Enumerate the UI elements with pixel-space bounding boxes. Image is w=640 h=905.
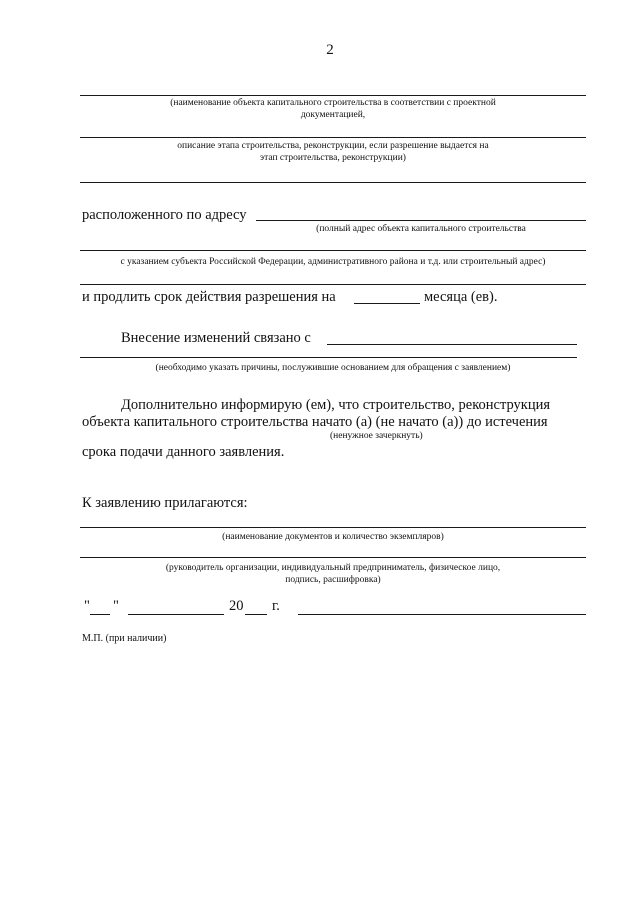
- year-prefix: 20: [229, 598, 244, 614]
- address-label: расположенного по адресу: [82, 207, 247, 223]
- address-line: [256, 220, 586, 221]
- stage-line: [80, 137, 586, 138]
- object-name-caption: [80, 97, 586, 121]
- changes-line: [327, 344, 577, 345]
- info-note: (ненужное зачеркнуть): [330, 431, 423, 441]
- extend-suffix: месяца (ев).: [424, 289, 498, 305]
- info-line-2: объекта капитального строительства начато (а) (не начато (а)) до истечения: [82, 414, 548, 430]
- object-name-line: [80, 95, 586, 96]
- stamp-note: М.П. (при наличии): [82, 633, 167, 644]
- signer-caption-line-2: подпись, расшифровка): [285, 575, 381, 585]
- date-quote-open: ": [84, 598, 90, 614]
- stage-caption: [80, 140, 586, 164]
- stage-caption-line-2: этап строительства, реконструкции): [260, 153, 406, 163]
- object-name-caption-line-2: документацией,: [300, 110, 366, 120]
- signer-line: [80, 557, 586, 558]
- reasons-line: [80, 357, 577, 358]
- year-suffix: г.: [272, 598, 280, 614]
- reasons-caption: (необходимо указать причины, послужившие основанием для обращения с заявлением): [155, 363, 511, 373]
- month-blank: [128, 614, 224, 615]
- subject-caption: с указанием субъекта Российской Федерации, административного района и т.д. или строительный адрес): [120, 257, 546, 267]
- year-blank: [245, 614, 267, 615]
- subject-line: [80, 250, 586, 251]
- info-line-1: Дополнительно информирую (ем), что строительство, реконструкция: [121, 397, 551, 413]
- signer-caption-line-1: (руководитель организации, индивидуальный предприниматель, физическое лицо,: [165, 563, 501, 573]
- page-number: 2: [326, 42, 334, 58]
- object-name-caption-line-1: (наименование объекта капитального строительства в соответствии с проектной: [170, 98, 496, 108]
- documents-line: [80, 527, 586, 528]
- extend-prefix: и продлить срок действия разрешения на: [82, 289, 336, 305]
- full-address-caption: (полный адрес объекта капитального строительства: [316, 224, 526, 234]
- documents-caption: (наименование документов и количество экземпляров): [222, 532, 444, 542]
- date-quote-close: ": [113, 598, 119, 614]
- day-blank: [90, 614, 110, 615]
- signer-caption: [80, 562, 586, 586]
- address-continuation-line: [80, 284, 586, 285]
- attachments-label: К заявлению прилагаются:: [82, 495, 248, 511]
- months-blank: [354, 303, 420, 304]
- signature-line: [298, 614, 586, 615]
- info-line-3: срока подачи данного заявления.: [82, 444, 285, 460]
- stage-extra-line: [80, 182, 586, 183]
- stage-caption-line-1: описание этапа строительства, реконструкции, если разрешение выдается на: [177, 141, 489, 151]
- changes-label: Внесение изменений связано с: [121, 330, 311, 346]
